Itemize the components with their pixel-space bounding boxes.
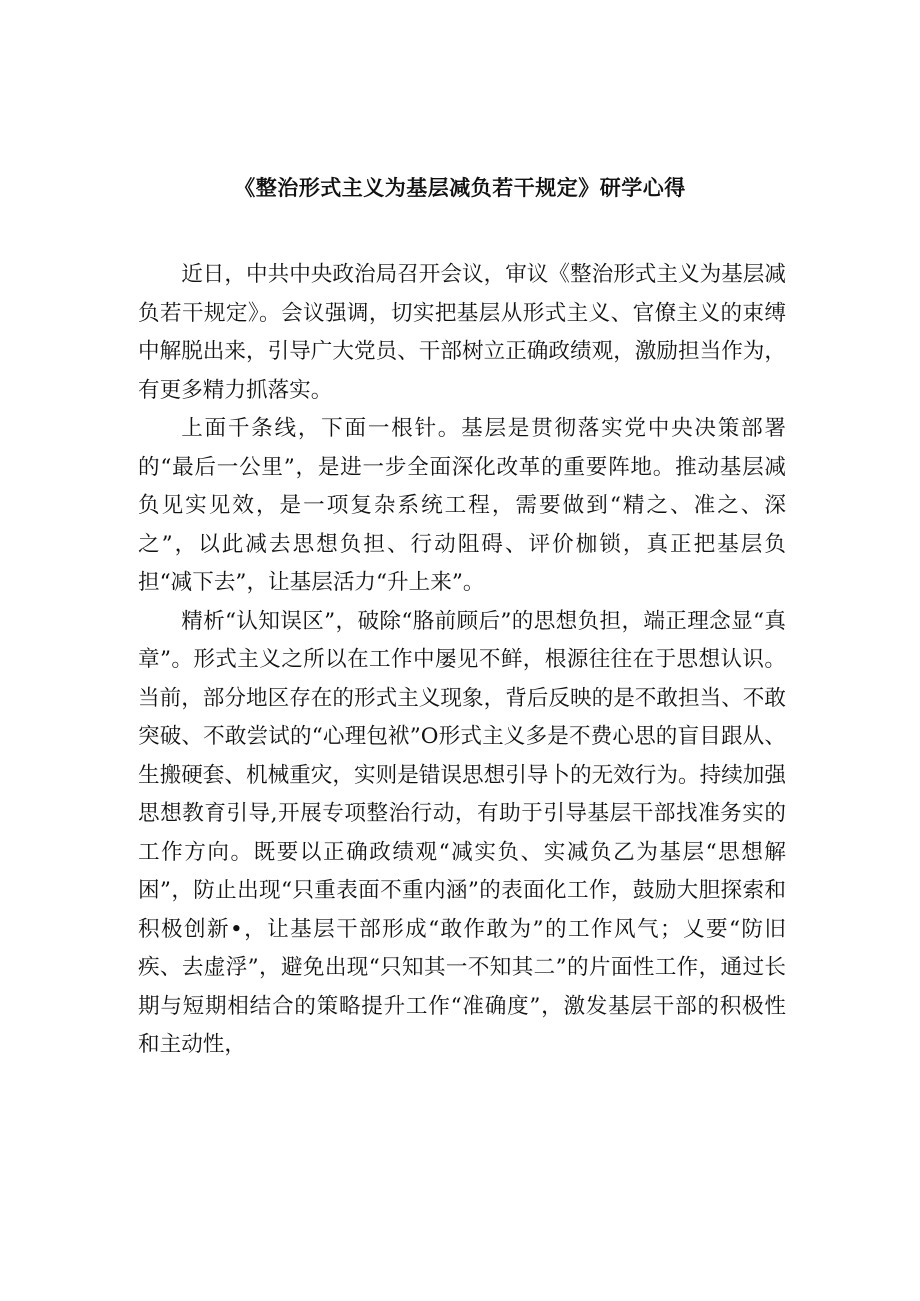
- document-title: 《整治形式主义为基层减负若干规定》研学心得: [234, 176, 686, 200]
- document-body: [138, 256, 786, 1065]
- paragraph: 精析“认知误区”，破除“胳前顾后”的思想负担，端正理念显“真章”。形式主义之所以在工作中屡见不鲜，根源往往在于思想认识。当前，部分地区存在的形式主义现象，背后反映的是不敢担当、不敢突破、不敢尝试的“心理包袱”O形式主义多是不费心思的盲目跟从、生搬硬套、机械重灾，实则是错误思想引导卜的无效行为。持续加强思想教育引导,开展专项整治行动，有助于引导基层干部找准务实的工作方向。既要以正确政绩观“减实负、实减负乙为基层“思想解困”，防止出现“只重表面不重内涵”的表面化工作，鼓励大胆探索和积极创新•，让基层干部形成“敢作敢为”的工作风气；乂要“防旧疾、去虚浮”，避免出现“只知其一不知其二”的片面性工作，通过长期与短期相结合的策略提升工作“准确度”，激发基层干部的积极性和主动性，: [138, 608, 786, 1057]
- paragraph: 近日，中共中央政治局召开会议，审议《整治形式主义为基层减负若干规定》。会议强调，切实把基层从形式主义、官僚主义的束缚中解脱出来，引导广大党员、干部树立正确政绩观，激励担当作为，有更多精力抓落实。: [138, 262, 786, 403]
- paragraph: 上面千条线，下面一根针。基层是贯彻落实党中央决策部署的“最后一公里”，是进一步全面深化改革的重要阵地。推动基层减负见实见效，是一项复杂系统工程，需要做到“精之、准之、深之”，以此减去思想负担、行动阻碍、评价枷锁，真正把基层负担“减下去”，让基层活力“升上来”。: [138, 416, 786, 595]
